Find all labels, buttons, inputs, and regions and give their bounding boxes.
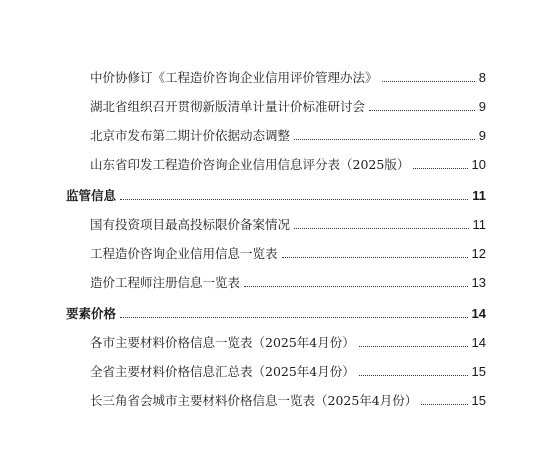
dot-leader [359,346,468,347]
toc-entry[interactable] [90,91,486,115]
toc-entry[interactable] [90,238,486,262]
toc-entry-page: 13 [471,275,486,290]
dot-leader [294,139,475,140]
toc-entry-title: 湖北省组织召开贯彻新版清单计量计价标准研讨会 [90,99,366,114]
toc-entry-title: 造价工程师注册信息一览表 [90,275,241,290]
toc-entry-title: 工程造价咨询企业信用信息一览表 [90,246,278,261]
toc-section-page: 14 [471,306,486,321]
toc-entry[interactable] [90,327,486,351]
toc-entry[interactable] [90,267,486,291]
toc-entry[interactable] [90,120,486,144]
toc-entry-title: 山东省印发工程造价咨询企业信用信息评分表（2025版） [90,157,410,172]
toc-entry[interactable] [90,356,486,380]
dot-leader [421,404,467,405]
toc-entry-page: 9 [478,128,486,143]
toc-entry-page: 15 [471,364,486,379]
toc-entry-page: 9 [478,99,486,114]
dot-leader [282,257,468,258]
toc-entry-title: 各市主要材料价格信息一览表（2025年4月份） [90,335,355,350]
toc-entry-title: 全省主要材料价格信息汇总表（2025年4月份） [90,364,355,379]
toc-entry-page: 12 [471,246,486,261]
toc-entry-title: 中价协修订《工程造价咨询企业信用评价管理办法》 [90,70,378,85]
toc-entry-title: 国有投资项目最高投标限价备案情况 [90,217,291,232]
toc-section-heading[interactable] [66,298,486,322]
toc-entry-page: 15 [471,393,486,408]
toc-entry[interactable] [90,149,486,173]
toc-entry-page: 11 [472,217,486,232]
dot-leader [359,375,468,376]
toc-section-title: 要素价格 [66,306,117,321]
toc-section-title: 监管信息 [66,188,117,203]
dot-leader [120,317,468,318]
dot-leader [294,228,468,229]
toc-entry-page: 8 [478,70,486,85]
dot-leader [382,81,475,82]
dot-leader [369,110,475,111]
dot-leader [413,168,467,169]
dot-leader [244,286,468,287]
toc-section-heading[interactable] [66,180,486,204]
toc-entry-page: 10 [471,157,486,172]
toc-entry-title: 长三角省会城市主要材料价格信息一览表（2025年4月份） [90,393,418,408]
toc-entry[interactable] [90,209,486,233]
toc-entry[interactable] [90,62,486,86]
toc-entry-page: 14 [471,335,486,350]
toc-entry-title: 北京市发布第二期计价依据动态调整 [90,128,291,143]
toc-entry[interactable] [90,385,486,409]
toc-section-page: 11 [472,188,486,203]
dot-leader [120,199,468,200]
